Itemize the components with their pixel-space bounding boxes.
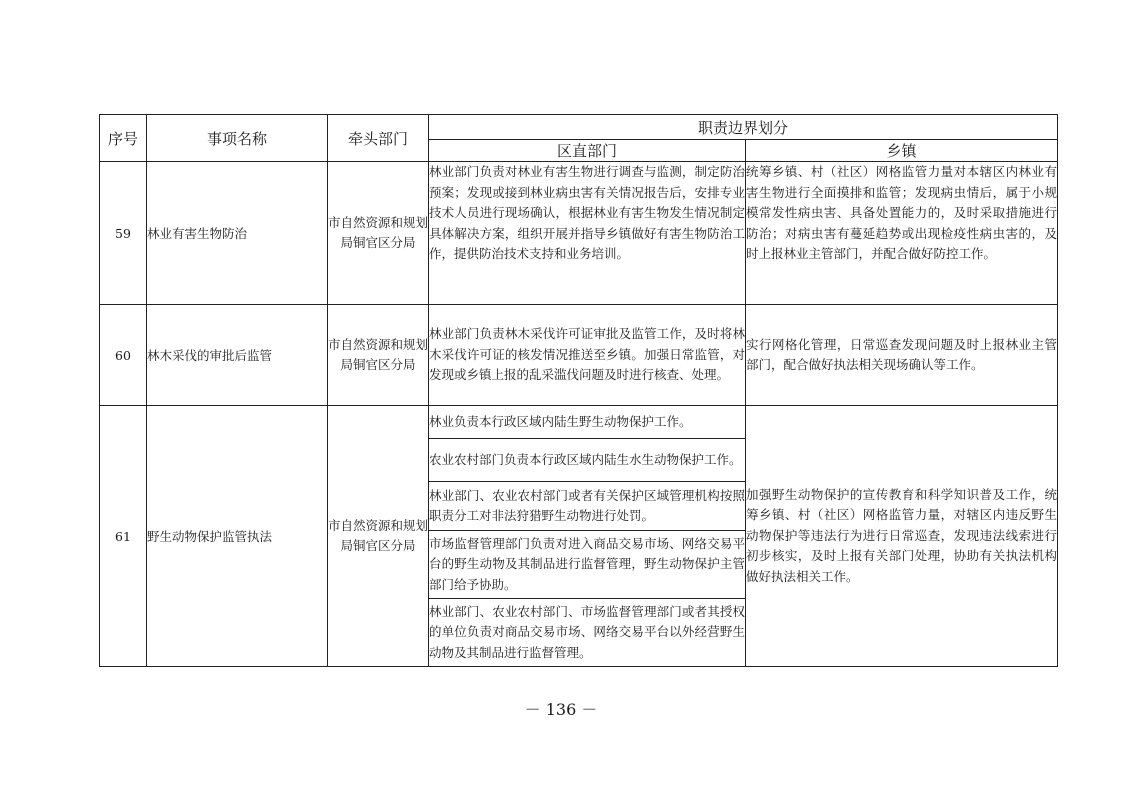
header-item-name: 事项名称 xyxy=(147,115,328,162)
row-seq: 61 xyxy=(100,406,147,667)
table-row xyxy=(100,305,1058,406)
row-district-duty: 林业部门负责对林业有害生物进行调查与监测，制定防治预案；发现或接到林业病虫害有关情况报告后，安排专业技术人员进行现场确认，根据林业有害生物发生情况制定具体解决方案，组织开展并指导乡镇做好有害生物防治工作，提供防治技术支持和业务培训。 xyxy=(429,162,746,305)
row-district-duty: 市场监督管理部门负责对进入商品交易市场、网络交易平台的野生动物及其制品进行监督管理，野生动物保护主管部门给予协助。 xyxy=(429,531,746,599)
row-item-name: 林业有害生物防治 xyxy=(147,162,328,305)
row-district-duty: 林业部门负责林木采伐许可证审批及监管工作，及时将林木采伐许可证的核发情况推送至乡镇。加强日常监管，对发现或乡镇上报的乱采滥伐问题及时进行核查、处理。 xyxy=(429,305,746,406)
row-seq: 60 xyxy=(100,305,147,406)
row-item-name: 野生动物保护监管执法 xyxy=(147,406,328,667)
row-district-duty: 林业部门、农业农村部门或者有关保护区域管理机构按照职责分工对非法狩猎野生动物进行处罚。 xyxy=(429,482,746,531)
row-township-duty: 实行网格化管理，日常巡查发现问题及时上报林业主管部门，配合做好执法相关现场确认等工作。 xyxy=(746,305,1058,406)
row-item-name: 林木采伐的审批后监管 xyxy=(147,305,328,406)
header-lead-dept: 牵头部门 xyxy=(328,115,429,162)
header-district: 区直部门 xyxy=(429,140,746,162)
row-district-duty: 林业部门、农业农村部门、市场监督管理部门或者其授权的单位负责对商品交易市场、网络交易平台以外经营野生动物及其制品进行监督管理。 xyxy=(429,599,746,667)
row-township-duty: 统筹乡镇、村（社区）网格监管力量对本辖区内林业有害生物进行全面摸排和监管；发现病虫情后，属于小规模常发性病虫害、具备处置能力的，及时采取措施进行防治；对病虫害有蔓延趋势或出现检疫性病虫害的，及时上报林业主管部门，并配合做好防控工作。 xyxy=(746,162,1058,305)
row-lead-dept: 市自然资源和规划局铜官区分局 xyxy=(328,406,429,667)
row-seq: 59 xyxy=(100,162,147,305)
header-seq: 序号 xyxy=(100,115,147,162)
row-lead-dept: 市自然资源和规划局铜官区分局 xyxy=(328,162,429,305)
row-township-duty: 加强野生动物保护的宣传教育和科学知识普及工作，统筹乡镇、村（社区）网格监管力量，对辖区内违反野生动物保护等违法行为进行日常巡查，发现违法线索进行初步核实，及时上报有关部门处理，协助有关执法机构做好执法相关工作。 xyxy=(746,406,1058,667)
page-number: － 136 － xyxy=(524,700,598,719)
header-boundary: 职责边界划分 xyxy=(429,115,1058,140)
table-row xyxy=(100,406,1058,439)
responsibility-table xyxy=(99,114,1058,667)
row-district-duty: 林业负责本行政区域内陆生野生动物保护工作。 xyxy=(429,406,746,439)
row-lead-dept: 市自然资源和规划局铜官区分局 xyxy=(328,305,429,406)
table-row xyxy=(100,162,1058,305)
row-district-duty: 农业农村部门负责本行政区域内陆生水生动物保护工作。 xyxy=(429,439,746,482)
header-township: 乡镇 xyxy=(746,140,1058,162)
